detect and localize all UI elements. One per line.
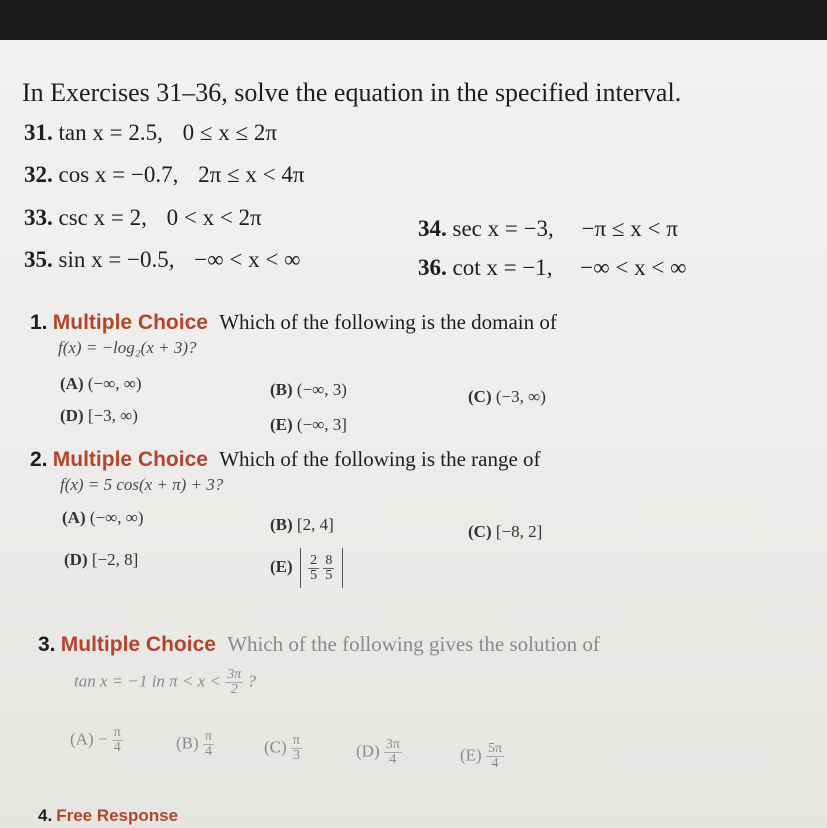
denominator: 2 [230,682,238,697]
exercise-interval: 0 < x < 2π [166,205,262,230]
question-text: Which of the following gives the solution of [227,632,600,656]
exercise-interval: −∞ < x < ∞ [580,255,687,280]
condition-end: ? [247,671,256,691]
option-label: (C) [468,522,492,541]
numerator: π [204,729,212,744]
mc1-option-b [270,380,347,400]
option-text: (−∞, 3) [296,380,347,399]
mc1-option-a [60,374,142,394]
question-type-label: Multiple Choice [52,311,208,334]
denominator: 4 [204,744,212,759]
exercise-number: 33. [24,205,53,230]
mc1-option-d [60,406,138,426]
option-label: (A) [62,508,86,527]
mc1-option-e [270,415,347,435]
fraction [112,726,123,755]
option-sign: − [97,729,108,749]
option-text: [−2, 8] [91,550,139,569]
option-text: (−3, ∞) [495,387,546,406]
option-text: [2, 4] [296,515,334,534]
option-label: (B) [176,733,199,753]
mc1-function: f(x) = −log₂(x + 3)? [58,338,197,357]
fraction [291,734,302,763]
numerator: 3π [385,737,400,752]
option-label: (C) [468,387,492,406]
exercise-interval: 2π ≤ x < 4π [198,162,305,187]
exercise-interval: 0 ≤ x ≤ 2π [182,120,277,145]
option-label: (E) [270,556,293,576]
exercise-36 [418,255,687,281]
exercise-number: 35. [24,247,53,272]
exercise-31 [24,120,277,146]
denominator: 4 [389,752,397,767]
numerator: π [113,725,121,740]
mc2-option-a [62,508,144,528]
question-type-label: Free Response [56,806,179,825]
question-number: 1. [30,311,48,334]
interval-bracket-left [300,548,301,588]
option-text: [−8, 2] [495,522,543,541]
mc1-option-c [468,387,546,407]
textbook-page [0,40,827,828]
fraction [384,738,402,767]
exercise-equation: cot x = −1, [452,255,553,280]
question-type-label: Multiple Choice [52,448,208,471]
exercise-equation: cos x = −0.7, [58,162,179,187]
option-label: (C) [264,737,287,757]
numerator: 8 [325,552,333,568]
section-instructions: In Exercises 31–36, solve the equation in the specified interval. [22,78,682,107]
mc3-question [38,632,600,657]
option-text: (−∞, ∞) [89,508,144,527]
exercise-number: 34. [418,216,447,241]
exercise-34 [418,216,678,242]
denominator: 5 [310,567,318,583]
q4-heading [38,806,178,826]
mc3-option-a [70,726,123,755]
option-label: (B) [270,515,293,534]
option-label: (D) [60,406,84,425]
exercise-interval: −π ≤ x < π [581,216,678,241]
exercise-equation: sin x = −0.5, [58,247,175,272]
mc3-option-e [460,742,504,771]
question-text: Which of the following is the domain of [219,310,557,334]
mc1-question [30,310,557,335]
exercise-equation: csc x = 2, [58,205,147,230]
exercise-equation: tan x = 2.5, [58,120,163,145]
exercise-equation: sec x = −3, [452,216,554,241]
numerator: 5π [487,741,503,756]
option-text: (−∞, 3] [296,415,347,434]
exercise-number: 32. [24,162,53,187]
fraction [308,554,319,583]
exercise-32 [24,162,304,188]
mc3-option-b [176,730,214,759]
option-text: (−∞, ∞) [87,374,142,393]
option-label: (A) [70,729,94,749]
denominator: 4 [113,740,121,755]
denominator: 3 [292,748,300,763]
mc2-option-c [468,522,542,542]
question-number: 2. [30,448,48,471]
exercise-number: 36. [418,255,447,280]
question-number: 3. [38,633,56,656]
mc2-option-e [270,548,346,588]
question-text: Which of the following is the range of [219,447,541,471]
exercise-interval: −∞ < x < ∞ [194,247,301,272]
condition-text: tan x = −1 in π < x < [74,671,221,691]
mc2-function: f(x) = 5 cos(x + π) + 3? [60,475,224,494]
mc2-question [30,447,541,472]
denominator: 5 [325,567,333,583]
option-text: [−3, ∞) [87,406,138,425]
numerator: 2 [310,552,318,568]
option-label: (D) [64,550,88,569]
exercise-35 [24,247,301,273]
denominator: 4 [491,756,499,771]
question-type-label: Multiple Choice [60,633,216,656]
option-label: (D) [356,741,380,761]
option-label: (E) [460,745,482,765]
option-label: (B) [270,380,293,399]
numerator: 3π [227,667,242,682]
mc3-option-d [356,738,402,767]
interval-bracket-right [342,548,343,588]
question-number: 4. [38,806,53,825]
fraction [323,554,334,583]
mc3-option-c [264,734,302,763]
fraction [486,742,504,771]
option-label: (E) [270,415,293,434]
mc3-condition [74,668,256,697]
numerator: π [292,733,300,748]
exercise-number: 31. [24,120,53,145]
fraction [203,730,214,759]
mc2-option-b [270,515,334,535]
option-label: (A) [60,374,84,393]
exercise-33 [24,205,262,231]
mc2-option-d [64,550,138,570]
fraction [225,668,243,697]
